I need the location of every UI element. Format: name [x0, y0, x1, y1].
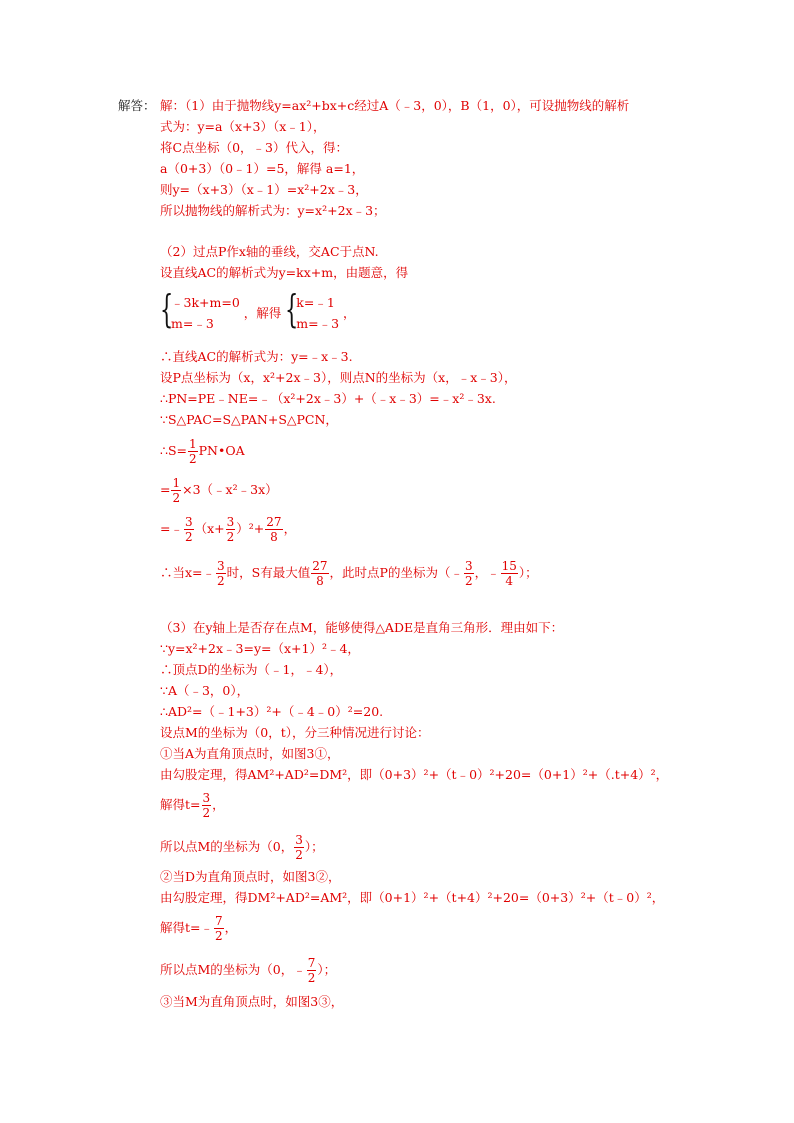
area-expr-start: ∴S=: [160, 443, 187, 458]
fraction-15-4: $\frac{15}{4}$: [501, 559, 517, 588]
point-p-text: ，此时点P的坐标为（﹣: [329, 565, 463, 580]
solve-comma: ，: [212, 797, 225, 812]
system-right: [285, 287, 340, 334]
expr-paren: （x+: [194, 521, 225, 536]
part2-line4: 设P点坐标为（x，x²+2x﹣3），则点N的坐标为（x，﹣x﹣3），: [160, 370, 517, 385]
system-end: ，: [343, 305, 356, 321]
system-left-row2: m=﹣3: [171, 316, 214, 331]
part3-line4: ∵A（﹣3，0），: [160, 683, 250, 698]
part1-line6: 所以抛物线的解析式为：y=x²+2x﹣3；: [160, 203, 386, 218]
part2-line2: 设直线AC的解析式为y=kx+m，由题意，得: [160, 265, 409, 280]
solve-t-neg: 解得t=﹣: [160, 920, 213, 935]
m-coord-start: 所以点M的坐标为（0，: [160, 839, 294, 854]
equation-system: [160, 287, 356, 334]
fraction-one-half: $\frac{1}{2}$: [172, 476, 181, 505]
fraction-three-halves: $\frac{3}{2}$: [464, 559, 473, 588]
part3-line15: ③当M为直角顶点时，如图3③，: [160, 994, 344, 1009]
part3-line8: 由勾股定理，得AM²+AD²=DM²，即（0+3）²+（t﹣0）²+20=（0+1）²+（.t+4）²，: [160, 767, 669, 782]
part1-line5: 则y=（x+3）（x﹣1）=x²+2x﹣3，: [160, 182, 368, 197]
part2-line1: （2）过点P作x轴的垂线，交AC于点N.: [160, 244, 379, 259]
part2-line6: ∵S△PAC=S△PAN+S△PCN，: [160, 412, 338, 427]
fraction-seven-halves: $\frac{7}{2}$: [215, 914, 223, 943]
part3-line2: ∵y=x²+2x﹣3=y=（x+1）²﹣4，: [160, 641, 360, 656]
fraction-27-8: $\frac{27}{8}$: [266, 515, 282, 544]
coord-sep: ，﹣: [474, 565, 500, 580]
fraction-three-halves: $\frac{3}{2}$: [295, 833, 303, 862]
eq-neg: =﹣: [160, 521, 183, 536]
part2-line7: [160, 436, 245, 466]
part1-line4: a（0+3）（0﹣1）=5，解得 a=1，: [160, 161, 365, 176]
max-text: 时，S有最大值: [226, 565, 311, 580]
solve-t: 解得t=: [160, 797, 201, 812]
part1-line1: 解：（1）由于抛物线y=ax²+bx+c经过A（﹣3，0），B（1，0），可设抛物线的解析: [160, 98, 630, 113]
system-right-row2: m=﹣3: [296, 316, 340, 331]
fraction-three-halves: $\frac{3}{2}$: [184, 515, 193, 544]
answer-label: 解答：: [118, 98, 156, 113]
system-solve-word: ，解得: [243, 305, 282, 321]
part2-line5: ∴PN=PE﹣NE=﹣（x²+2x﹣3）+（﹣x﹣3）=﹣x²﹣3x.: [160, 391, 496, 406]
part3-line10: [160, 832, 324, 862]
part2-line9: [160, 514, 296, 544]
fraction-three-halves: $\frac{3}{2}$: [217, 559, 225, 588]
fraction-three-halves: $\frac{3}{2}$: [202, 791, 211, 820]
coord-end: ）；: [518, 565, 538, 580]
part3-line12: 由勾股定理，得DM²+AD²=AM²，即（0+1）²+（t+4）²+20=（0+3）²+（t﹣0）²，: [160, 890, 665, 905]
when-x: ∴当x=﹣: [160, 565, 216, 580]
part3-line11: ②当D为直角顶点时，如图3②，: [160, 869, 341, 884]
part3-line6: 设点M的坐标为（0，t），分三种情况进行讨论：: [160, 725, 430, 740]
m-coord-end: ）；: [304, 839, 324, 854]
part3-line14: [160, 955, 336, 985]
m-coord2-start: 所以点M的坐标为（0，﹣: [160, 962, 306, 977]
right-brace: {: [285, 287, 299, 331]
part2-line10: [160, 558, 538, 588]
part3-line1: （3）在y轴上是否存在点M，能够使得△ADE是直角三角形．理由如下：: [160, 620, 564, 635]
expr-comma: ，: [283, 521, 297, 536]
part1-line2: 式为：y=a（x+3）（x﹣1），: [160, 119, 326, 134]
fraction-seven-halves: $\frac{7}{2}$: [307, 956, 316, 985]
area-expr-end: PN•OA: [198, 443, 245, 458]
system-right-row1: k=﹣1: [296, 295, 335, 310]
m-coord2-end: ）；: [317, 962, 337, 977]
left-brace: {: [160, 287, 174, 331]
part3-line13: [160, 913, 237, 943]
part3-line9: [160, 790, 225, 820]
expr-rest: ×3（﹣x²﹣3x）: [182, 482, 278, 497]
part3-line7: ①当A为直角顶点时，如图3①，: [160, 746, 340, 761]
fraction-27-8: $\frac{27}{8}$: [312, 559, 328, 588]
fraction-one-half: $\frac{1}{2}$: [189, 437, 197, 466]
eq-sign: =: [160, 482, 171, 497]
system-left: [160, 287, 240, 334]
part2-line3: ∴直线AC的解析式为：y=﹣x﹣3.: [160, 349, 353, 364]
system-left-row1: ﹣3k+m=0: [171, 295, 240, 310]
part1-line3: 将C点坐标（0，﹣3）代入，得：: [160, 140, 348, 155]
part3-line5: ∴AD²=（﹣1+3）²+（﹣4﹣0）²=20.: [160, 704, 384, 719]
expr-square: ）²+: [236, 521, 265, 536]
fraction-three-halves: $\frac{3}{2}$: [226, 515, 235, 544]
solve-comma-2: ，: [224, 920, 238, 935]
part2-line8: [160, 475, 278, 505]
part3-line3: ∴顶点D的坐标为（﹣1，﹣4），: [160, 662, 343, 677]
